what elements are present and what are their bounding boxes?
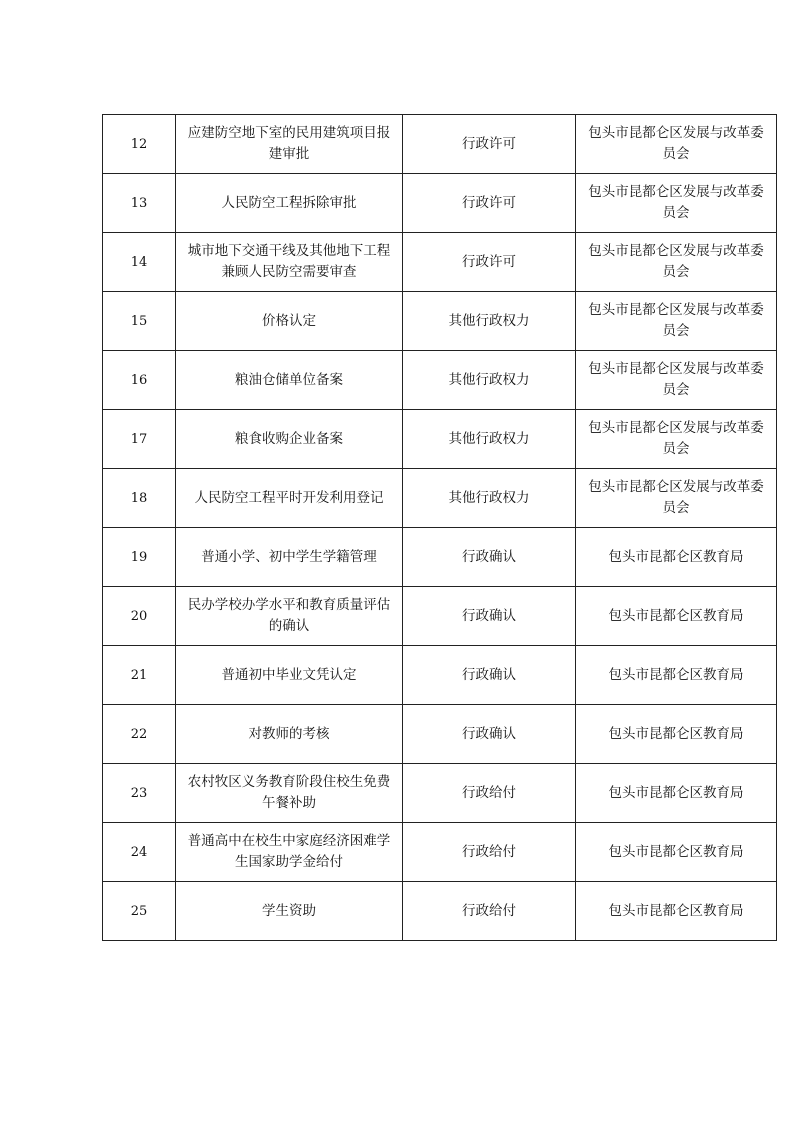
department: 包头市昆都仑区发展与改革委员会 bbox=[576, 233, 777, 292]
power-type: 其他行政权力 bbox=[403, 292, 576, 351]
item-name: 粮食收购企业备案 bbox=[176, 410, 403, 469]
department: 包头市昆都仑区发展与改革委员会 bbox=[576, 469, 777, 528]
table-row bbox=[103, 115, 777, 174]
power-type: 行政确认 bbox=[403, 528, 576, 587]
row-number: 18 bbox=[103, 469, 176, 528]
power-type: 行政给付 bbox=[403, 764, 576, 823]
row-number: 21 bbox=[103, 646, 176, 705]
row-number: 20 bbox=[103, 587, 176, 646]
power-type: 其他行政权力 bbox=[403, 410, 576, 469]
row-number: 23 bbox=[103, 764, 176, 823]
row-number: 22 bbox=[103, 705, 176, 764]
row-number: 17 bbox=[103, 410, 176, 469]
department: 包头市昆都仑区发展与改革委员会 bbox=[576, 292, 777, 351]
row-number: 12 bbox=[103, 115, 176, 174]
power-type: 行政确认 bbox=[403, 646, 576, 705]
row-number: 25 bbox=[103, 882, 176, 941]
power-type: 行政许可 bbox=[403, 174, 576, 233]
item-name: 粮油仓储单位备案 bbox=[176, 351, 403, 410]
department: 包头市昆都仑区发展与改革委员会 bbox=[576, 410, 777, 469]
item-name: 普通小学、初中学生学籍管理 bbox=[176, 528, 403, 587]
department: 包头市昆都仑区教育局 bbox=[576, 882, 777, 941]
department: 包头市昆都仑区教育局 bbox=[576, 823, 777, 882]
department: 包头市昆都仑区教育局 bbox=[576, 646, 777, 705]
table-row bbox=[103, 174, 777, 233]
power-type: 其他行政权力 bbox=[403, 469, 576, 528]
table-row bbox=[103, 233, 777, 292]
department: 包头市昆都仑区教育局 bbox=[576, 705, 777, 764]
table-row bbox=[103, 823, 777, 882]
power-type: 行政许可 bbox=[403, 115, 576, 174]
department: 包头市昆都仑区教育局 bbox=[576, 587, 777, 646]
table-row bbox=[103, 882, 777, 941]
power-type: 行政给付 bbox=[403, 882, 576, 941]
power-type: 行政许可 bbox=[403, 233, 576, 292]
item-name: 民办学校办学水平和教育质量评估的确认 bbox=[176, 587, 403, 646]
table-row bbox=[103, 292, 777, 351]
table-row bbox=[103, 528, 777, 587]
power-type: 其他行政权力 bbox=[403, 351, 576, 410]
table-row bbox=[103, 469, 777, 528]
table-row bbox=[103, 351, 777, 410]
power-type: 行政确认 bbox=[403, 587, 576, 646]
table-row bbox=[103, 646, 777, 705]
item-name: 学生资助 bbox=[176, 882, 403, 941]
item-name: 人民防空工程平时开发利用登记 bbox=[176, 469, 403, 528]
department: 包头市昆都仑区发展与改革委员会 bbox=[576, 351, 777, 410]
table-row bbox=[103, 705, 777, 764]
item-name: 对教师的考核 bbox=[176, 705, 403, 764]
item-name: 农村牧区义务教育阶段住校生免费午餐补助 bbox=[176, 764, 403, 823]
department: 包头市昆都仑区发展与改革委员会 bbox=[576, 174, 777, 233]
table-row bbox=[103, 764, 777, 823]
power-list-table bbox=[102, 114, 777, 941]
row-number: 15 bbox=[103, 292, 176, 351]
department: 包头市昆都仑区教育局 bbox=[576, 528, 777, 587]
power-type: 行政给付 bbox=[403, 823, 576, 882]
item-name: 普通初中毕业文凭认定 bbox=[176, 646, 403, 705]
item-name: 普通高中在校生中家庭经济困难学生国家助学金给付 bbox=[176, 823, 403, 882]
department: 包头市昆都仑区发展与改革委员会 bbox=[576, 115, 777, 174]
table-row bbox=[103, 410, 777, 469]
row-number: 14 bbox=[103, 233, 176, 292]
row-number: 24 bbox=[103, 823, 176, 882]
item-name: 人民防空工程拆除审批 bbox=[176, 174, 403, 233]
power-type: 行政确认 bbox=[403, 705, 576, 764]
row-number: 13 bbox=[103, 174, 176, 233]
row-number: 16 bbox=[103, 351, 176, 410]
row-number: 19 bbox=[103, 528, 176, 587]
table-row bbox=[103, 587, 777, 646]
table-body bbox=[103, 115, 777, 941]
item-name: 应建防空地下室的民用建筑项目报建审批 bbox=[176, 115, 403, 174]
department: 包头市昆都仑区教育局 bbox=[576, 764, 777, 823]
item-name: 城市地下交通干线及其他地下工程兼顾人民防空需要审查 bbox=[176, 233, 403, 292]
item-name: 价格认定 bbox=[176, 292, 403, 351]
